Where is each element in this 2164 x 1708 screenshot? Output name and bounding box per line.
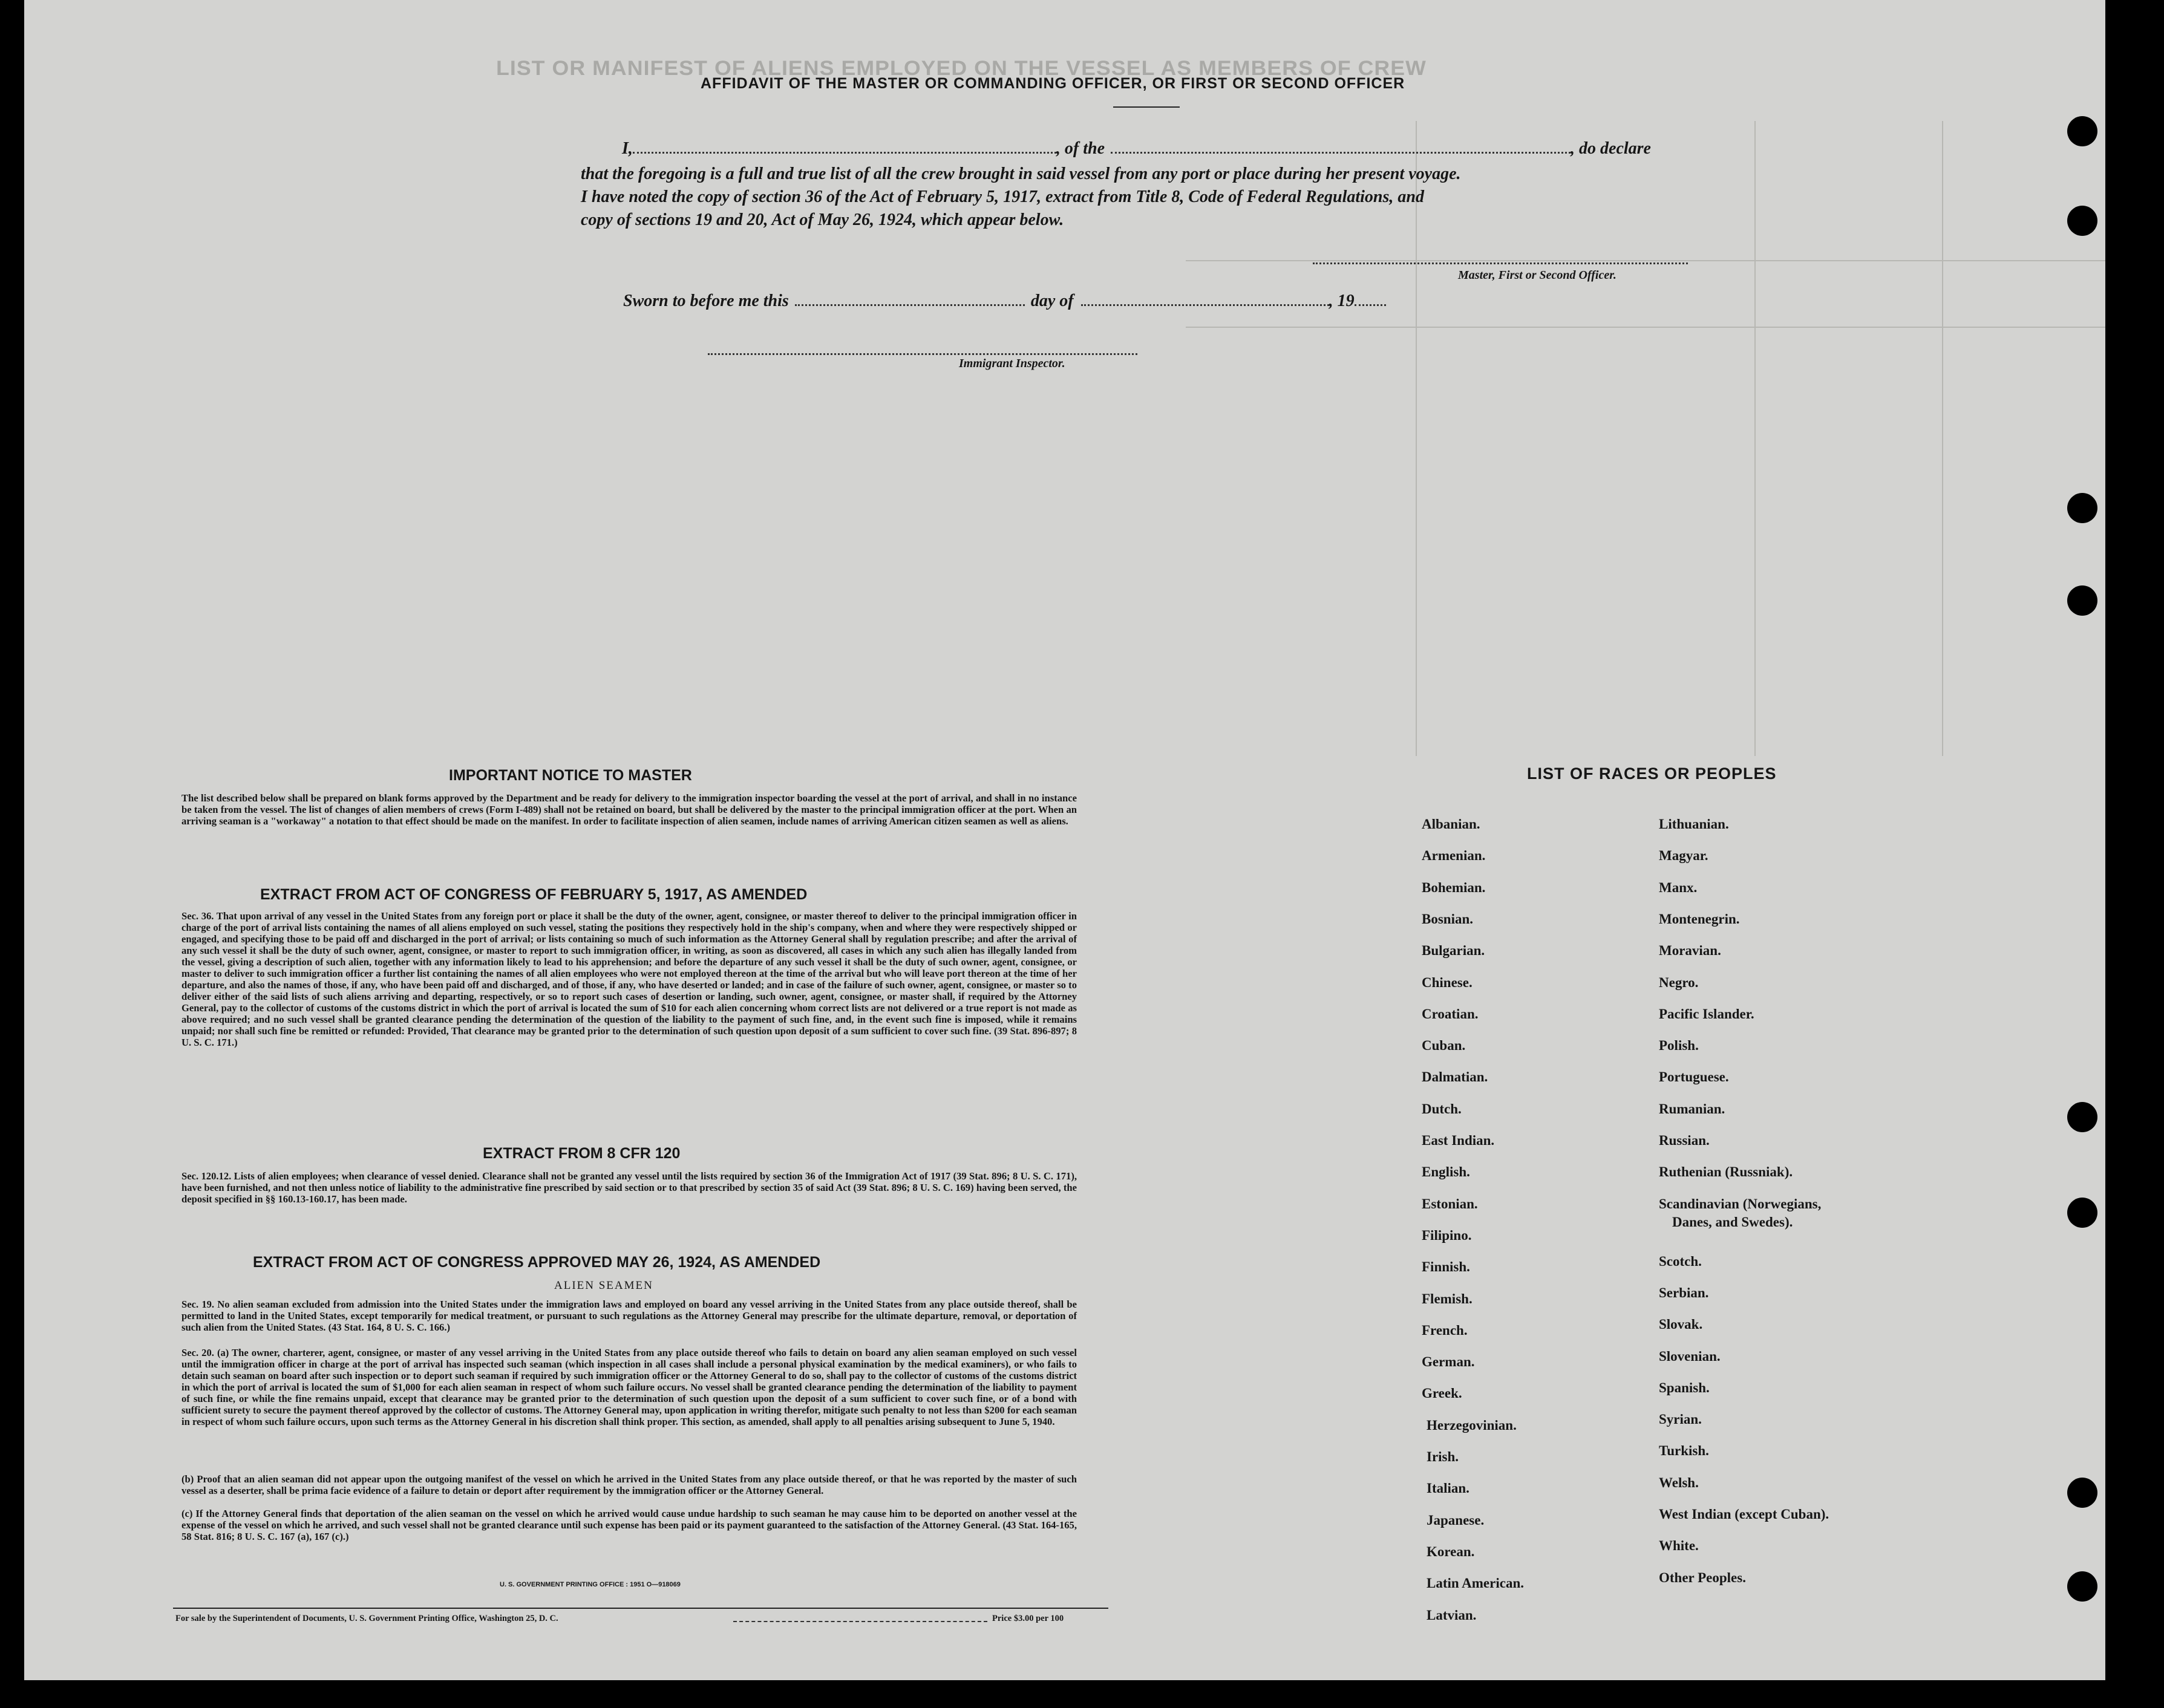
extract-1924-title: EXTRACT FROM ACT OF CONGRESS APPROVED MAY 26, 1924, AS AMENDED bbox=[253, 1254, 821, 1271]
race-item: Turkish. bbox=[1659, 1443, 1709, 1459]
extract-1924-sec20c: (c) If the Attorney General finds that deportation of the alien seaman on the vessel on which he arrived would cause undue hardship to such seaman he may cause him to be deported on another vessel at the expense of the vessel on which he arrived, and such vessel shall not be granted clearance until such expense has been paid or its payment guaranteed to the satisfaction of the Attorney General. (43 Stat. 164-165, 58 Stat. 816; 8 U. S. C. 167 (a), 167 (c).) bbox=[181, 1508, 1077, 1542]
extract-1924-sec20b: (b) Proof that an alien seaman did not appear upon the outgoing manifest of the vessel on which he arrived in the United States from any place outside thereof, or that he was reported by the master of such vessel as a deserter, shall be prima facie evidence of a failure to detain or deport after requirement by the immigration officer or the Attorney General. bbox=[181, 1473, 1077, 1496]
race-item: Dutch. bbox=[1422, 1101, 1462, 1116]
affidavit-line-4: copy of sections 19 and 20, Act of May 26, 1924, which appear below. bbox=[581, 210, 1064, 229]
race-item: Korean. bbox=[1427, 1543, 1475, 1559]
race-item: Croatian. bbox=[1422, 1006, 1479, 1022]
race-item: East Indian. bbox=[1422, 1133, 1495, 1148]
bleed-through-rule bbox=[1416, 121, 1417, 756]
race-item: Latvian. bbox=[1427, 1607, 1477, 1623]
race-item: Russian. bbox=[1659, 1133, 1710, 1148]
race-item: Moravian. bbox=[1659, 943, 1721, 959]
race-item: Latin American. bbox=[1427, 1576, 1524, 1591]
race-item: Irish. bbox=[1427, 1449, 1459, 1464]
race-item: Finnish. bbox=[1422, 1259, 1470, 1275]
master-signature-line[interactable] bbox=[1313, 262, 1688, 264]
race-item: Bulgarian. bbox=[1422, 943, 1485, 959]
race-item: Scandinavian (Norwegians, bbox=[1659, 1196, 1822, 1211]
race-item: Dalmatian. bbox=[1422, 1069, 1488, 1085]
race-item: Montenegrin. bbox=[1659, 911, 1740, 927]
punch-hole bbox=[2067, 493, 2097, 523]
sworn-line bbox=[623, 292, 1386, 311]
race-item: Spanish. bbox=[1659, 1380, 1710, 1395]
extract-cfr-text: Sec. 120.12. Lists of alien employees; when clearance of vessel denied. Clearance shall not be granted any vessel until the lists required by section 36 of the Immigration Act of 1917 (39 Stat. 896; 8 U. S. C. 171), have been furnished, and not then unless notice of liability to the administrative fine prescribed by said section or to that prescribed by section 35 of said Act (39 Stat. 896; 8 U. S. C. 169) having been served, the deposit specified in §§ 160.13-160.17, has been made. bbox=[181, 1170, 1077, 1205]
race-item: Cuban. bbox=[1422, 1038, 1466, 1054]
bleed-through-rule bbox=[1942, 121, 1943, 756]
race-item: White. bbox=[1659, 1538, 1699, 1554]
race-item: Ruthenian (Russniak). bbox=[1659, 1164, 1793, 1180]
affidavit-do-declare: , do declare bbox=[1571, 139, 1651, 158]
name-blank[interactable] bbox=[633, 151, 1056, 154]
race-item: Estonian. bbox=[1422, 1196, 1478, 1211]
race-item: Polish. bbox=[1659, 1038, 1699, 1054]
punch-hole bbox=[2067, 585, 2097, 616]
extract-1924-sec20a: Sec. 20. (a) The owner, charterer, agent, consignee, or master of any vessel arriving in the United States from any place outside thereof who fails to detain on board any alien seaman employed on such vessel until the immigration officer in charge at the port of arrival has inspected such seaman (which inspection in all cases shall include a personal physical examination by the medical examiners), or who fails to detain such seaman on board after such inspection or to deport such seaman if required by such immigration officer or the Attorney General to do so, shall pay to the collector of customs of the customs district in which the port of arrival is located the sum of $1,000 for each alien seaman in respect of whom such failure occurs. No vessel shall be granted clearance pending the determination of the liability to payment of such fine, or while the fine remains unpaid, except that clearance may be granted prior to the determination of such question upon the deposit of a sum sufficient to cover such fine, or of a bond with sufficient surety to secure the payment thereof approved by the collector of customs. The Attorney General may, upon application in writing therefor, mitigate such penalty to not less than $200 for each seaman in respect of whom such failure occurs, upon such terms as the Attorney General in his discretion shall think proper. This section, as amended, shall apply to all penalties arising subsequent to June 5, 1940. bbox=[181, 1347, 1077, 1427]
affidavit-i: I, bbox=[622, 139, 633, 158]
race-item: Greek. bbox=[1422, 1386, 1462, 1401]
affidavit-of-the: , of the bbox=[1056, 139, 1105, 158]
race-item: West Indian (except Cuban). bbox=[1659, 1507, 1829, 1522]
affidavit-line-2: that the foregoing is a full and true list of all the crew brought in said vessel from any port or place during her present voyage. bbox=[581, 165, 1461, 183]
affidavit-line-1 bbox=[581, 139, 1651, 158]
race-item: Filipino. bbox=[1422, 1227, 1472, 1243]
alien-seamen-subtitle: ALIEN SEAMEN bbox=[554, 1279, 653, 1292]
year-blank[interactable] bbox=[1355, 304, 1386, 306]
race-item: Manx. bbox=[1659, 879, 1698, 895]
affidavit-title: AFFIDAVIT OF THE MASTER OR COMMANDING OFFICER, OR FIRST OR SECOND OFFICER bbox=[701, 75, 1405, 92]
bleed-through-header: LIST OR MANIFEST OF ALIENS EMPLOYED ON THE VESSEL AS MEMBERS OF CREW bbox=[496, 57, 1427, 80]
footer-right: Price $3.00 per 100 bbox=[992, 1614, 1064, 1623]
race-item: Slovak. bbox=[1659, 1317, 1703, 1332]
extract-cfr-title: EXTRACT FROM 8 CFR 120 bbox=[483, 1145, 681, 1162]
footer-left: For sale by the Superintendent of Documents, U. S. Government Printing Office, Washington 25, D. C. bbox=[175, 1614, 558, 1623]
race-item: Armenian. bbox=[1422, 848, 1486, 864]
extract-1917-title: EXTRACT FROM ACT OF CONGRESS OF FEBRUARY 5, 1917, AS AMENDED bbox=[260, 886, 808, 903]
bleed-through-rule bbox=[1186, 260, 2105, 261]
race-item: Negro. bbox=[1659, 974, 1699, 990]
race-item: Pacific Islander. bbox=[1659, 1006, 1754, 1022]
sworn-text: Sworn to before me this bbox=[623, 292, 789, 310]
race-item: Syrian. bbox=[1659, 1412, 1702, 1427]
race-item: Magyar. bbox=[1659, 848, 1708, 864]
races-title: LIST OF RACES OR PEOPLES bbox=[1527, 764, 1777, 783]
race-item: German. bbox=[1422, 1354, 1475, 1370]
punch-hole bbox=[2067, 1102, 2097, 1132]
race-item: Other Peoples. bbox=[1659, 1569, 1746, 1585]
title-rule bbox=[1113, 106, 1180, 108]
bleed-through-rule bbox=[1754, 121, 1756, 756]
inspector-caption: Immigrant Inspector. bbox=[959, 357, 1065, 370]
race-item: English. bbox=[1422, 1164, 1470, 1180]
punch-hole bbox=[2067, 116, 2097, 146]
extract-1917-text: Sec. 36. That upon arrival of any vessel in the United States from any foreign port or place it shall be the duty of the owner, agent, consignee, or master thereof to deliver to the principal immigration officer in charge of the port of arrival lists containing the names of all aliens employed on such vessel, stating the positions they respectively hold in the ship's company, when and where they were respectively shipped or engaged, and specifying those to be paid off and discharged in the port of arrival; or lists containing so much of such information as the Attorney General shall by regulation prescribe; and after the arrival of any such vessel it shall be the duty of such owner, agent, consignee, or master to report to such immigration officer, in writing, as soon as discovered, all cases in which any such alien has illegally landed from the vessel, giving a description of such alien, together with any information likely to lead to his apprehension; and before the departure of any such vessel it shall be the duty of such owner, agent, consignee, or master to deliver to such immigration officer a further list containing the names of all alien employees who were not employed thereon at the time of the arrival but who will leave port thereon at the time of her departure, and also the names of those, if any, who have been paid off and discharged, and of those, if any, who have deserted or landed; and in case of the failure of such owner, agent, consignee, or master so to deliver either of the said lists of such aliens arriving and departing, respectively, or so to report such cases of desertion or landing, such owner, agent, consignee, or master shall, if required by the Attorney General, pay to the collector of customs of the customs district in which the port of arrival is located the sum of $10 for each alien concerning whom correct lists are not delivered or a true report is not made as above required; and no such vessel shall be granted clearance pending the determination of the question of the liability to the payment of such fine, and, in the event such fine is imposed, while it remains unpaid; nor shall such fine be remitted or refunded: Provided, That clearance may be granted prior to the determination of such question upon deposit of a sum sufficient to cover such fine. (39 Stat. 896-897; 8 U. S. C. 171.) bbox=[181, 910, 1077, 1048]
punch-hole bbox=[2067, 1198, 2097, 1228]
notice-title: IMPORTANT NOTICE TO MASTER bbox=[449, 767, 692, 784]
race-item: Lithuanian. bbox=[1659, 817, 1729, 832]
race-item: Herzegovinian. bbox=[1427, 1417, 1517, 1433]
race-item: Bohemian. bbox=[1422, 879, 1486, 895]
race-item: Scotch. bbox=[1659, 1253, 1702, 1269]
race-item: Italian. bbox=[1427, 1481, 1469, 1496]
footer-rule bbox=[173, 1608, 1108, 1609]
race-item: Portuguese. bbox=[1659, 1069, 1729, 1085]
vessel-blank[interactable] bbox=[1111, 151, 1571, 154]
affidavit-line-3: I have noted the copy of section 36 of the Act of February 5, 1917, extract from Title 8, Code of Federal Regulations, and bbox=[581, 187, 1424, 206]
sworn-day-blank[interactable] bbox=[795, 304, 1025, 306]
day-of-text: day of bbox=[1030, 292, 1074, 310]
extract-1924-sec19: Sec. 19. No alien seaman excluded from admission into the United States under the immigration laws and employed on board any vessel arriving in the United States from any place outside thereof, shall be permitted to land in the United States, except temporarily for medical treatment, or pursuant to such regulations as the Attorney General may prescribe for the ultimate departure, removal, or deportation of such alien from the United States. (43 Stat. 164, 8 U. S. C. 166.) bbox=[181, 1299, 1077, 1333]
race-item: Japanese. bbox=[1427, 1512, 1485, 1528]
master-caption: Master, First or Second Officer. bbox=[1458, 269, 1616, 282]
notice-text: The list described below shall be prepared on blank forms approved by the Department and be ready for delivery to the immigration inspector boarding the vessel at the port of arrival, and shall in no instance be taken from the vessel. The list of changes of alien members of crews (Form I-489) shall not be retained on board, but shall be delivered by the master to the principal immigration officer at the port. When an arriving seaman is a "workaway" a notation to that effect should be made on the manifest. In order to facilitate inspection of alien seamen, include names of arriving American citizen seamen as well as aliens. bbox=[181, 792, 1077, 827]
punch-hole bbox=[2067, 1478, 2097, 1508]
race-item: Slovenian. bbox=[1659, 1348, 1721, 1364]
punch-hole bbox=[2067, 206, 2097, 236]
sworn-month-blank[interactable] bbox=[1081, 304, 1329, 306]
bleed-through-rule bbox=[1186, 327, 2105, 328]
race-item: Welsh. bbox=[1659, 1475, 1699, 1490]
gpo-line: U. S. GOVERNMENT PRINTING OFFICE : 1951 O—918069 bbox=[500, 1581, 681, 1588]
inspector-signature-line[interactable] bbox=[708, 353, 1137, 355]
race-item: Rumanian. bbox=[1659, 1101, 1725, 1116]
year-text: , 19 bbox=[1329, 292, 1355, 310]
race-item: Bosnian. bbox=[1422, 911, 1474, 927]
race-item: Flemish. bbox=[1422, 1291, 1473, 1306]
punch-hole bbox=[2067, 1571, 2097, 1602]
form-page bbox=[24, 0, 2105, 1680]
footer-leader bbox=[733, 1621, 987, 1622]
race-item: Serbian. bbox=[1659, 1285, 1709, 1300]
race-item: Albanian. bbox=[1422, 817, 1480, 832]
race-item: Chinese. bbox=[1422, 974, 1473, 990]
race-item: French. bbox=[1422, 1322, 1468, 1338]
race-item: Danes, and Swedes). bbox=[1672, 1214, 1793, 1230]
